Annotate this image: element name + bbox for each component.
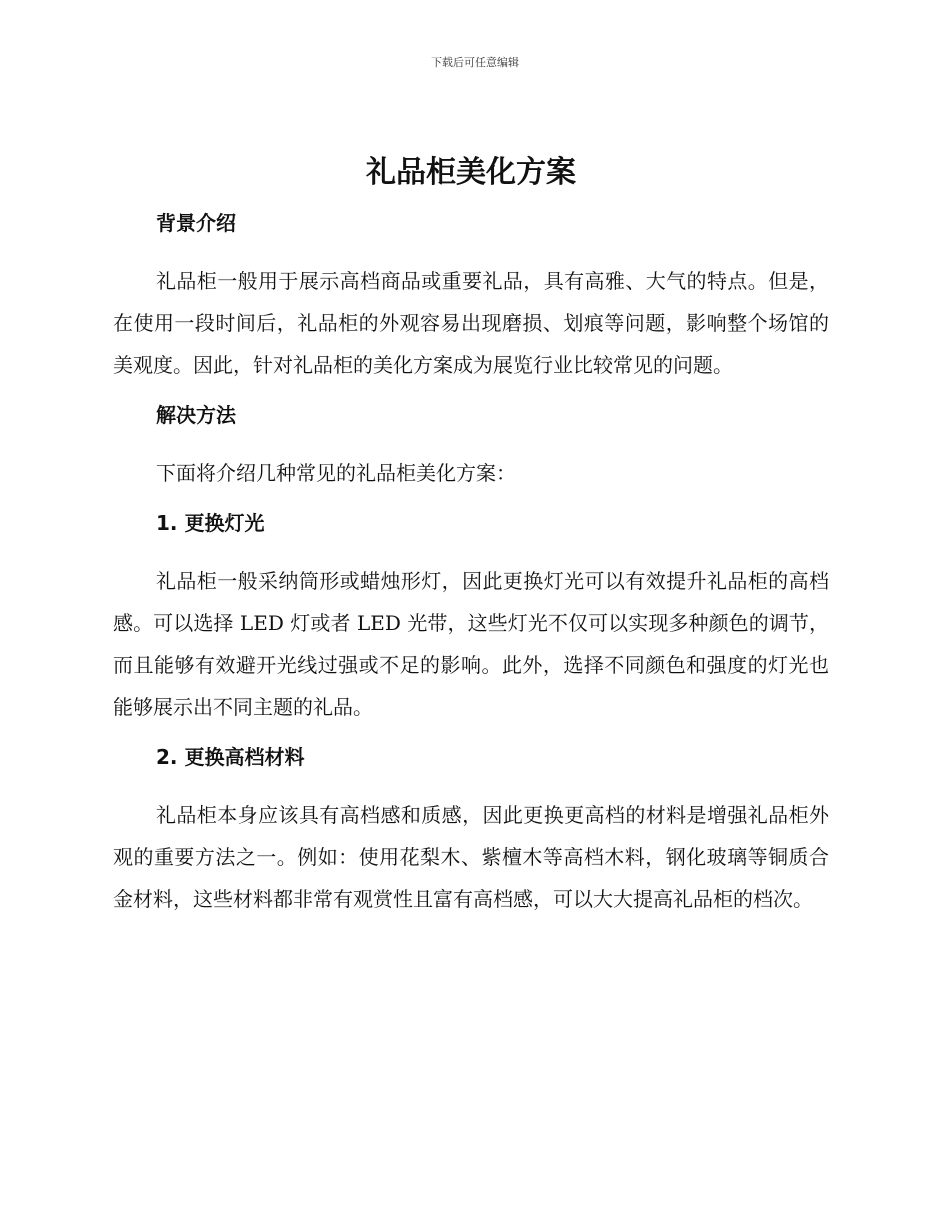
paragraph-background: 礼品柜一般用于展示高档商品或重要礼品，具有高雅、大气的特点。但是，在使用一段时间后，礼品柜的外观容易出现磨损、划痕等问题，影响整个场馆的美观度。因此，针对礼品柜的美化方案成为展览行业比较常见的问题。 xyxy=(113,269,829,377)
section-replace-lighting xyxy=(113,508,829,728)
paragraph-solutions-intro: 下面将介绍几种常见的礼品柜美化方案： xyxy=(156,461,516,485)
section-heading-solutions: 解决方法 xyxy=(156,403,236,427)
document-page xyxy=(113,150,829,934)
document-title: 礼品柜美化方案 xyxy=(366,155,576,190)
paragraph-replace-materials: 礼品柜本身应该具有高档感和质感，因此更换更高档的材料是增强礼品柜外观的重要方法之一。例如：使用花梨木、紫檀木等高档木料，钢化玻璃等铜质合金材料，这些材料都非常有观赏性且富有高档感，可以大大提高礼品柜的档次。 xyxy=(113,803,829,911)
section-heading-background: 背景介绍 xyxy=(156,211,236,235)
section-background xyxy=(113,208,829,386)
section-solutions xyxy=(113,400,829,494)
section-heading-replace-lighting: 1. 更换灯光 xyxy=(156,511,265,535)
section-replace-materials xyxy=(113,742,829,920)
paragraph-replace-lighting: 礼品柜一般采纳筒形或蜡烛形灯，因此更换灯光可以有效提升礼品柜的高档感。可以选择 LED 灯或者 LED 光带，这些灯光不仅可以实现多种颜色的调节，而且能够有效避开光线过强或不足的影响。此外，选择不同颜色和强度的灯光也能够展示出不同主题的礼品。 xyxy=(113,569,829,719)
section-heading-replace-materials: 2. 更换高档材料 xyxy=(156,745,305,769)
header-note: 下载后可任意编辑 xyxy=(431,56,519,69)
